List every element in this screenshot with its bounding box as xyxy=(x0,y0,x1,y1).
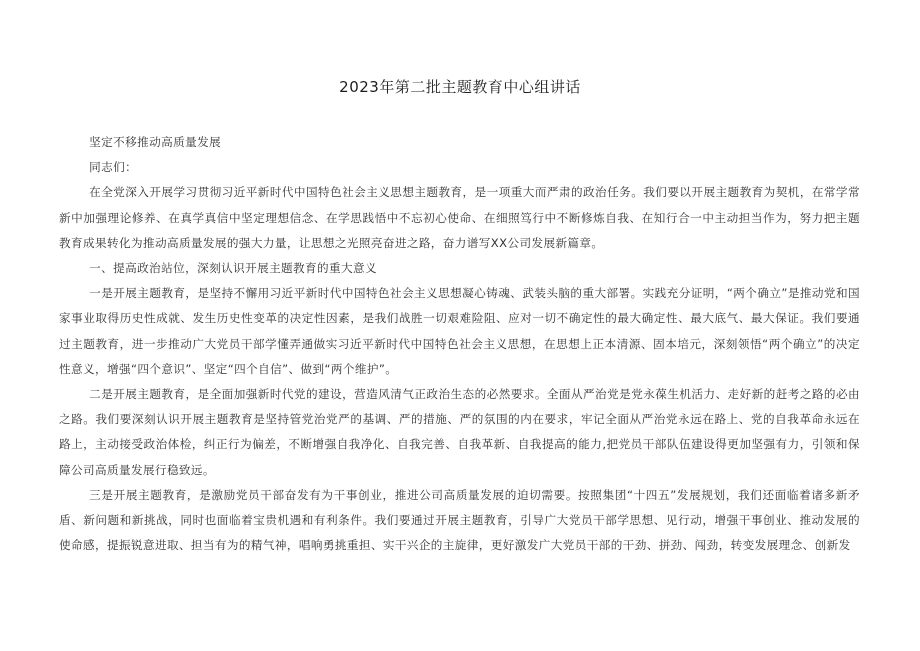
body-paragraph-point-2: 二是开展主题教育，是全面加强新时代党的建设，营造风清气正政治生态的必然要求。全面从严治党是党永葆生机活力、走好新的赶考之路的必由之路。我们要深刻认识开展主题教育是坚持管党治党严的基调、严的措施、严的氛围的内在要求，牢记全面从严治党永远在路上、党的自我革命永远在路上，主动接受政治体检，纠正行为偏差，不断增强自我净化、自我完善、自我革新、自我提高的能力,把党员干部队伍建设得更加坚强有力，引领和保障公司高质量发展行稳致远。 xyxy=(59,387,860,477)
document-body xyxy=(59,130,860,558)
section-heading-1: 一、提高政治站位，深刻认识开展主题教育的重大意义 xyxy=(89,261,378,276)
body-paragraph-intro: 在全党深入开展学习贯彻习近平新时代中国特色社会主义思想主题教育，是一项重大而严肃的政治任务。我们要以开展主题教育为契机，在常学常新中加强理论修养、在真学真信中坚定理想信念、在学思践悟中不忘初心使命、在细照笃行中不断修炼自我、在知行合一中主动担当作为，努力把主题教育成果转化为推动高质量发展的强大力量，让思想之光照亮奋进之路，奋力谱写XX公司发展新篇章。 xyxy=(59,185,860,250)
section-subtitle: 坚定不移推动高质量发展 xyxy=(89,135,222,149)
body-paragraph-point-3: 三是开展主题教育，是激励党员干部奋发有为干事创业，推进公司高质量发展的迫切需要。按照集团“十四五”发展规划，我们还面临着诸多新矛盾、新问题和新挑战，同时也面临着宝贵机遇和有利条件。我们要通过开展主题教育，引导广大党员干部学思想、见行动，增强干事创业、推动发展的使命感，提振锐意进取、担当有为的精气神，唱响勇挑重担、实干兴企的主旋律，更好激发广大党员干部的干劲、拼劲、闯劲，转变发展理念、创新发 xyxy=(59,487,860,553)
document-title: 2023年第二批主题教育中心组讲话 xyxy=(339,78,581,96)
salutation: 同志们： xyxy=(89,160,138,175)
body-paragraph-point-1: 一是开展主题教育，是坚持不懈用习近平新时代中国特色社会主义思想凝心铸魂、武装头脑的重大部署。实践充分证明，“两个确立”是推动党和国家事业取得历史性成就、发生历史性变革的决定性因素，是我们战胜一切艰难险阻、应对一切不确定性的最大确定性、最大底气、最大保证。我们要通过主题教育，进一步推动广大党员干部学懂弄通做实习近平新时代中国特色社会主义思想，在思想上正本清源、固本培元，深刻领悟“两个确立”的决定性意义，增强“四个意识”、坚定“四个自信”、做到“两个维护”。 xyxy=(59,286,860,376)
